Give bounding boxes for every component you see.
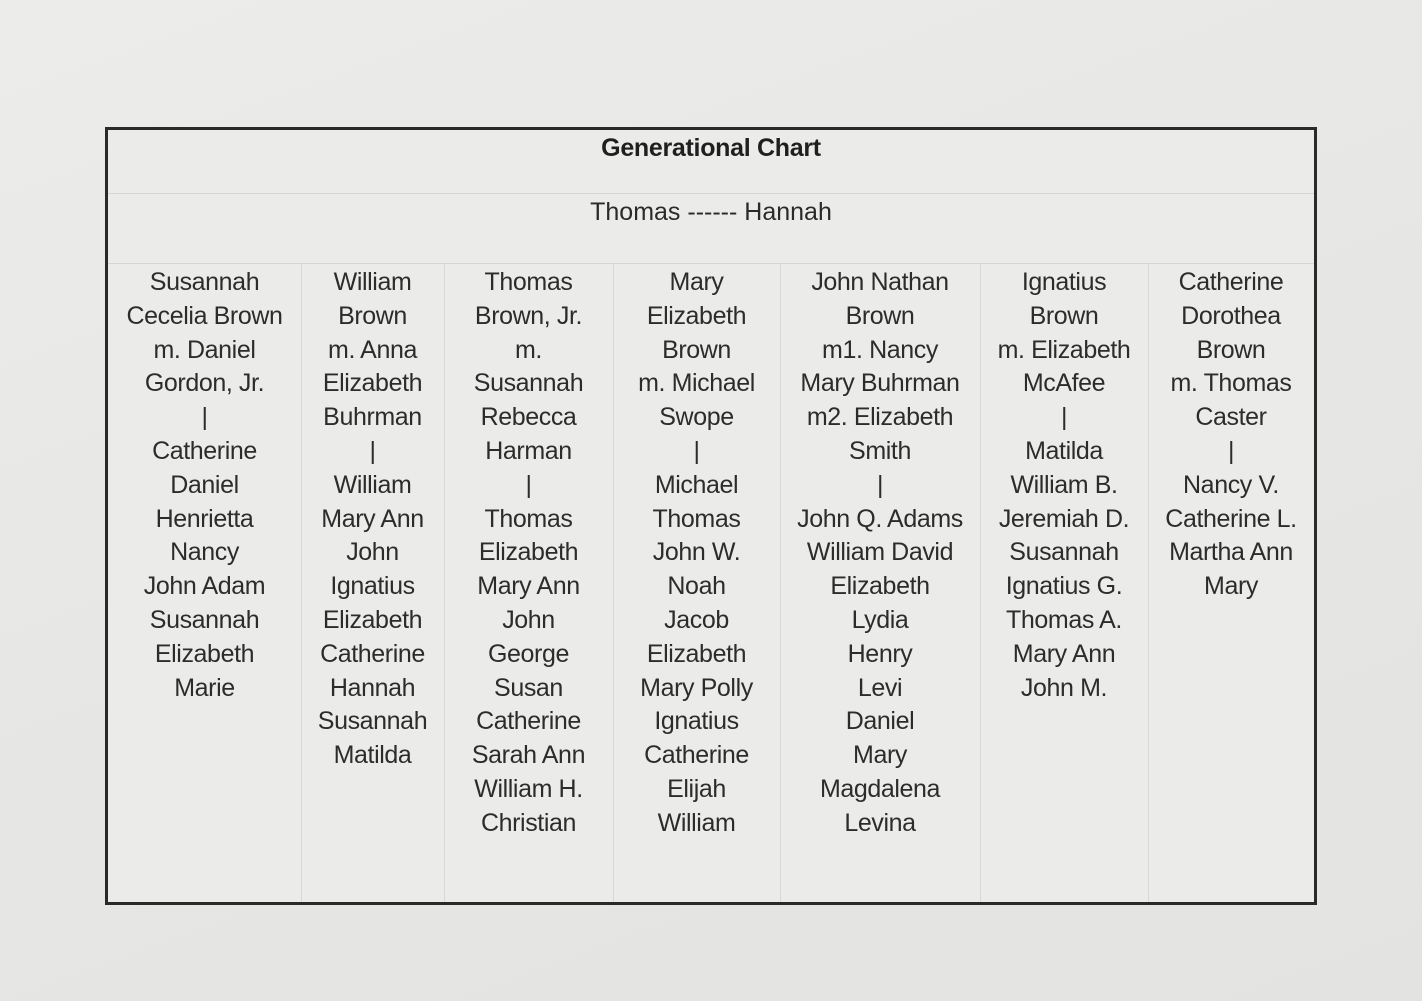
descent-connector: | (693, 436, 700, 465)
family-member-line: Elizabeth (322, 369, 423, 398)
family-member-line: Ignatius (1021, 268, 1107, 296)
descent-connector: | (369, 436, 376, 465)
family-member-line: Noah (667, 572, 726, 601)
family-column (613, 264, 780, 902)
family-member-line: Elizabeth (830, 572, 930, 601)
family-member-line: Martha Ann (1169, 538, 1293, 567)
family-member-line: Elizabeth (478, 538, 579, 567)
descent-connector: | (201, 403, 208, 432)
family-member-line: Thomas (484, 268, 573, 296)
family-member-line: Nancy V. (1183, 470, 1279, 499)
descent-connector: | (1060, 403, 1068, 432)
family-member-line: Marie (174, 673, 235, 702)
column-divider (444, 264, 445, 902)
family-member-line: Mary Buhrman (800, 369, 960, 398)
family-column (444, 264, 613, 902)
family-column (108, 264, 301, 902)
family-column (780, 264, 980, 902)
family-member-line: Elizabeth (646, 301, 747, 330)
family-member-line: Mary Ann (477, 572, 580, 601)
family-column (980, 264, 1148, 902)
family-member-line: Mary (669, 268, 724, 296)
family-member-line: William (657, 808, 736, 837)
family-member-line: Levi (857, 673, 903, 702)
family-member-line: Elizabeth (646, 639, 747, 668)
family-member-line: Susannah (149, 605, 260, 634)
family-member-line: Cecelia Brown (126, 301, 283, 330)
family-member-line: m. Michael (638, 369, 755, 398)
family-member-line: m. (515, 335, 542, 364)
family-member-line: George (488, 639, 569, 668)
family-member-line: John (502, 605, 555, 634)
family-member-line: Rebecca (480, 403, 577, 432)
family-member-line: Elizabeth (154, 639, 255, 668)
family-member-line: Brown (662, 335, 731, 364)
family-member-line: William David (806, 538, 954, 567)
family-member-line: Thomas A. (1006, 605, 1122, 634)
family-member-line: William H. (474, 774, 583, 803)
family-member-line: Susan (494, 673, 563, 702)
family-member-line: Christian (480, 808, 577, 837)
family-member-line: m2. Elizabeth (806, 403, 954, 432)
family-member-line: Lydia (851, 605, 909, 634)
children-columns (108, 264, 1314, 902)
family-member-line: Henrietta (155, 504, 254, 533)
family-member-line: Ignatius (330, 572, 415, 601)
family-member-line: John Adam (143, 572, 266, 601)
family-member-line: Mary (853, 741, 907, 770)
family-member-line: Elijah (667, 774, 726, 803)
family-member-line: Ignatius G. (1005, 572, 1123, 601)
column-divider (1148, 264, 1149, 902)
family-member-line: m. Elizabeth (997, 335, 1131, 364)
family-member-line: Matilda (1025, 436, 1103, 465)
family-member-line: Jacob (664, 605, 729, 634)
family-member-line: Mary (1204, 572, 1258, 601)
family-member-line: Mary Ann (1012, 639, 1116, 668)
family-member-line: Sarah Ann (471, 741, 586, 770)
family-member-line: John Nathan (811, 268, 949, 296)
family-member-line: Dorothea (1181, 301, 1281, 330)
family-member-line: Buhrman (323, 403, 422, 432)
column-divider (301, 264, 302, 902)
family-member-line: Thomas (652, 504, 741, 533)
family-member-line: Catherine (152, 436, 257, 465)
family-member-line: William (333, 268, 412, 296)
parents-line: Thomas ------ Hannah (590, 198, 832, 226)
chart-title: Generational Chart (601, 134, 821, 162)
family-member-line: Michael (654, 470, 739, 499)
family-member-line: Catherine (320, 639, 425, 668)
family-member-line: Smith (849, 436, 911, 465)
family-member-line: Catherine (476, 707, 581, 736)
column-divider (613, 264, 614, 902)
family-member-line: William B. (1010, 470, 1118, 499)
family-member-line: Susannah (317, 707, 428, 736)
family-member-line: m1. Nancy (822, 335, 938, 364)
family-member-line: Magdalena (819, 774, 941, 803)
family-member-line: Brown (338, 301, 407, 330)
family-member-line: Harman (485, 436, 572, 465)
family-member-line: John (346, 538, 399, 567)
family-member-line: Catherine (1178, 268, 1284, 296)
family-member-line: m. Thomas (1170, 369, 1292, 398)
family-member-line: Swope (659, 403, 734, 432)
family-member-line: Brown (1029, 301, 1099, 330)
column-divider (780, 264, 781, 902)
family-member-line: Mary Ann (321, 504, 424, 533)
family-member-line: Gordon, Jr. (144, 369, 265, 398)
family-member-line: Caster (1195, 403, 1267, 432)
family-member-line: m. Daniel (153, 335, 256, 364)
family-member-line: William (333, 470, 412, 499)
family-member-line: Elizabeth (322, 605, 423, 634)
family-member-line: Thomas (484, 504, 573, 533)
family-member-line: Nancy (170, 538, 239, 567)
family-member-line: Brown (1196, 335, 1266, 364)
generational-chart (105, 127, 1317, 905)
family-member-line: Susannah (1009, 538, 1119, 567)
family-member-line: Brown (845, 301, 915, 330)
descent-connector: | (876, 470, 884, 499)
family-member-line: Catherine (644, 741, 749, 770)
family-member-line: Daniel (170, 470, 239, 499)
family-member-line: Brown, Jr. (474, 301, 583, 330)
title-divider (108, 193, 1314, 194)
family-member-line: Catherine L. (1165, 504, 1297, 533)
descent-connector: | (525, 470, 532, 499)
family-member-line: Susannah (149, 268, 260, 296)
column-divider (980, 264, 981, 902)
family-member-line: m. Anna (328, 335, 417, 364)
family-member-line: Matilda (333, 741, 412, 770)
family-member-line: Ignatius (654, 707, 739, 736)
family-column (1148, 264, 1314, 902)
family-member-line: John W. (652, 538, 741, 567)
family-column (301, 264, 444, 902)
family-member-line: John M. (1020, 673, 1108, 702)
family-member-line: Daniel (845, 707, 915, 736)
family-member-line: McAfee (1022, 369, 1106, 398)
family-member-line: Susannah (473, 369, 584, 398)
family-member-line: Henry (847, 639, 913, 668)
descent-connector: | (1227, 436, 1235, 465)
family-member-line: Jeremiah D. (998, 504, 1130, 533)
family-member-line: John Q. Adams (797, 504, 963, 533)
family-member-line: Hannah (329, 673, 416, 702)
family-member-line: Levina (844, 808, 916, 837)
family-member-line: Mary Polly (640, 673, 753, 702)
